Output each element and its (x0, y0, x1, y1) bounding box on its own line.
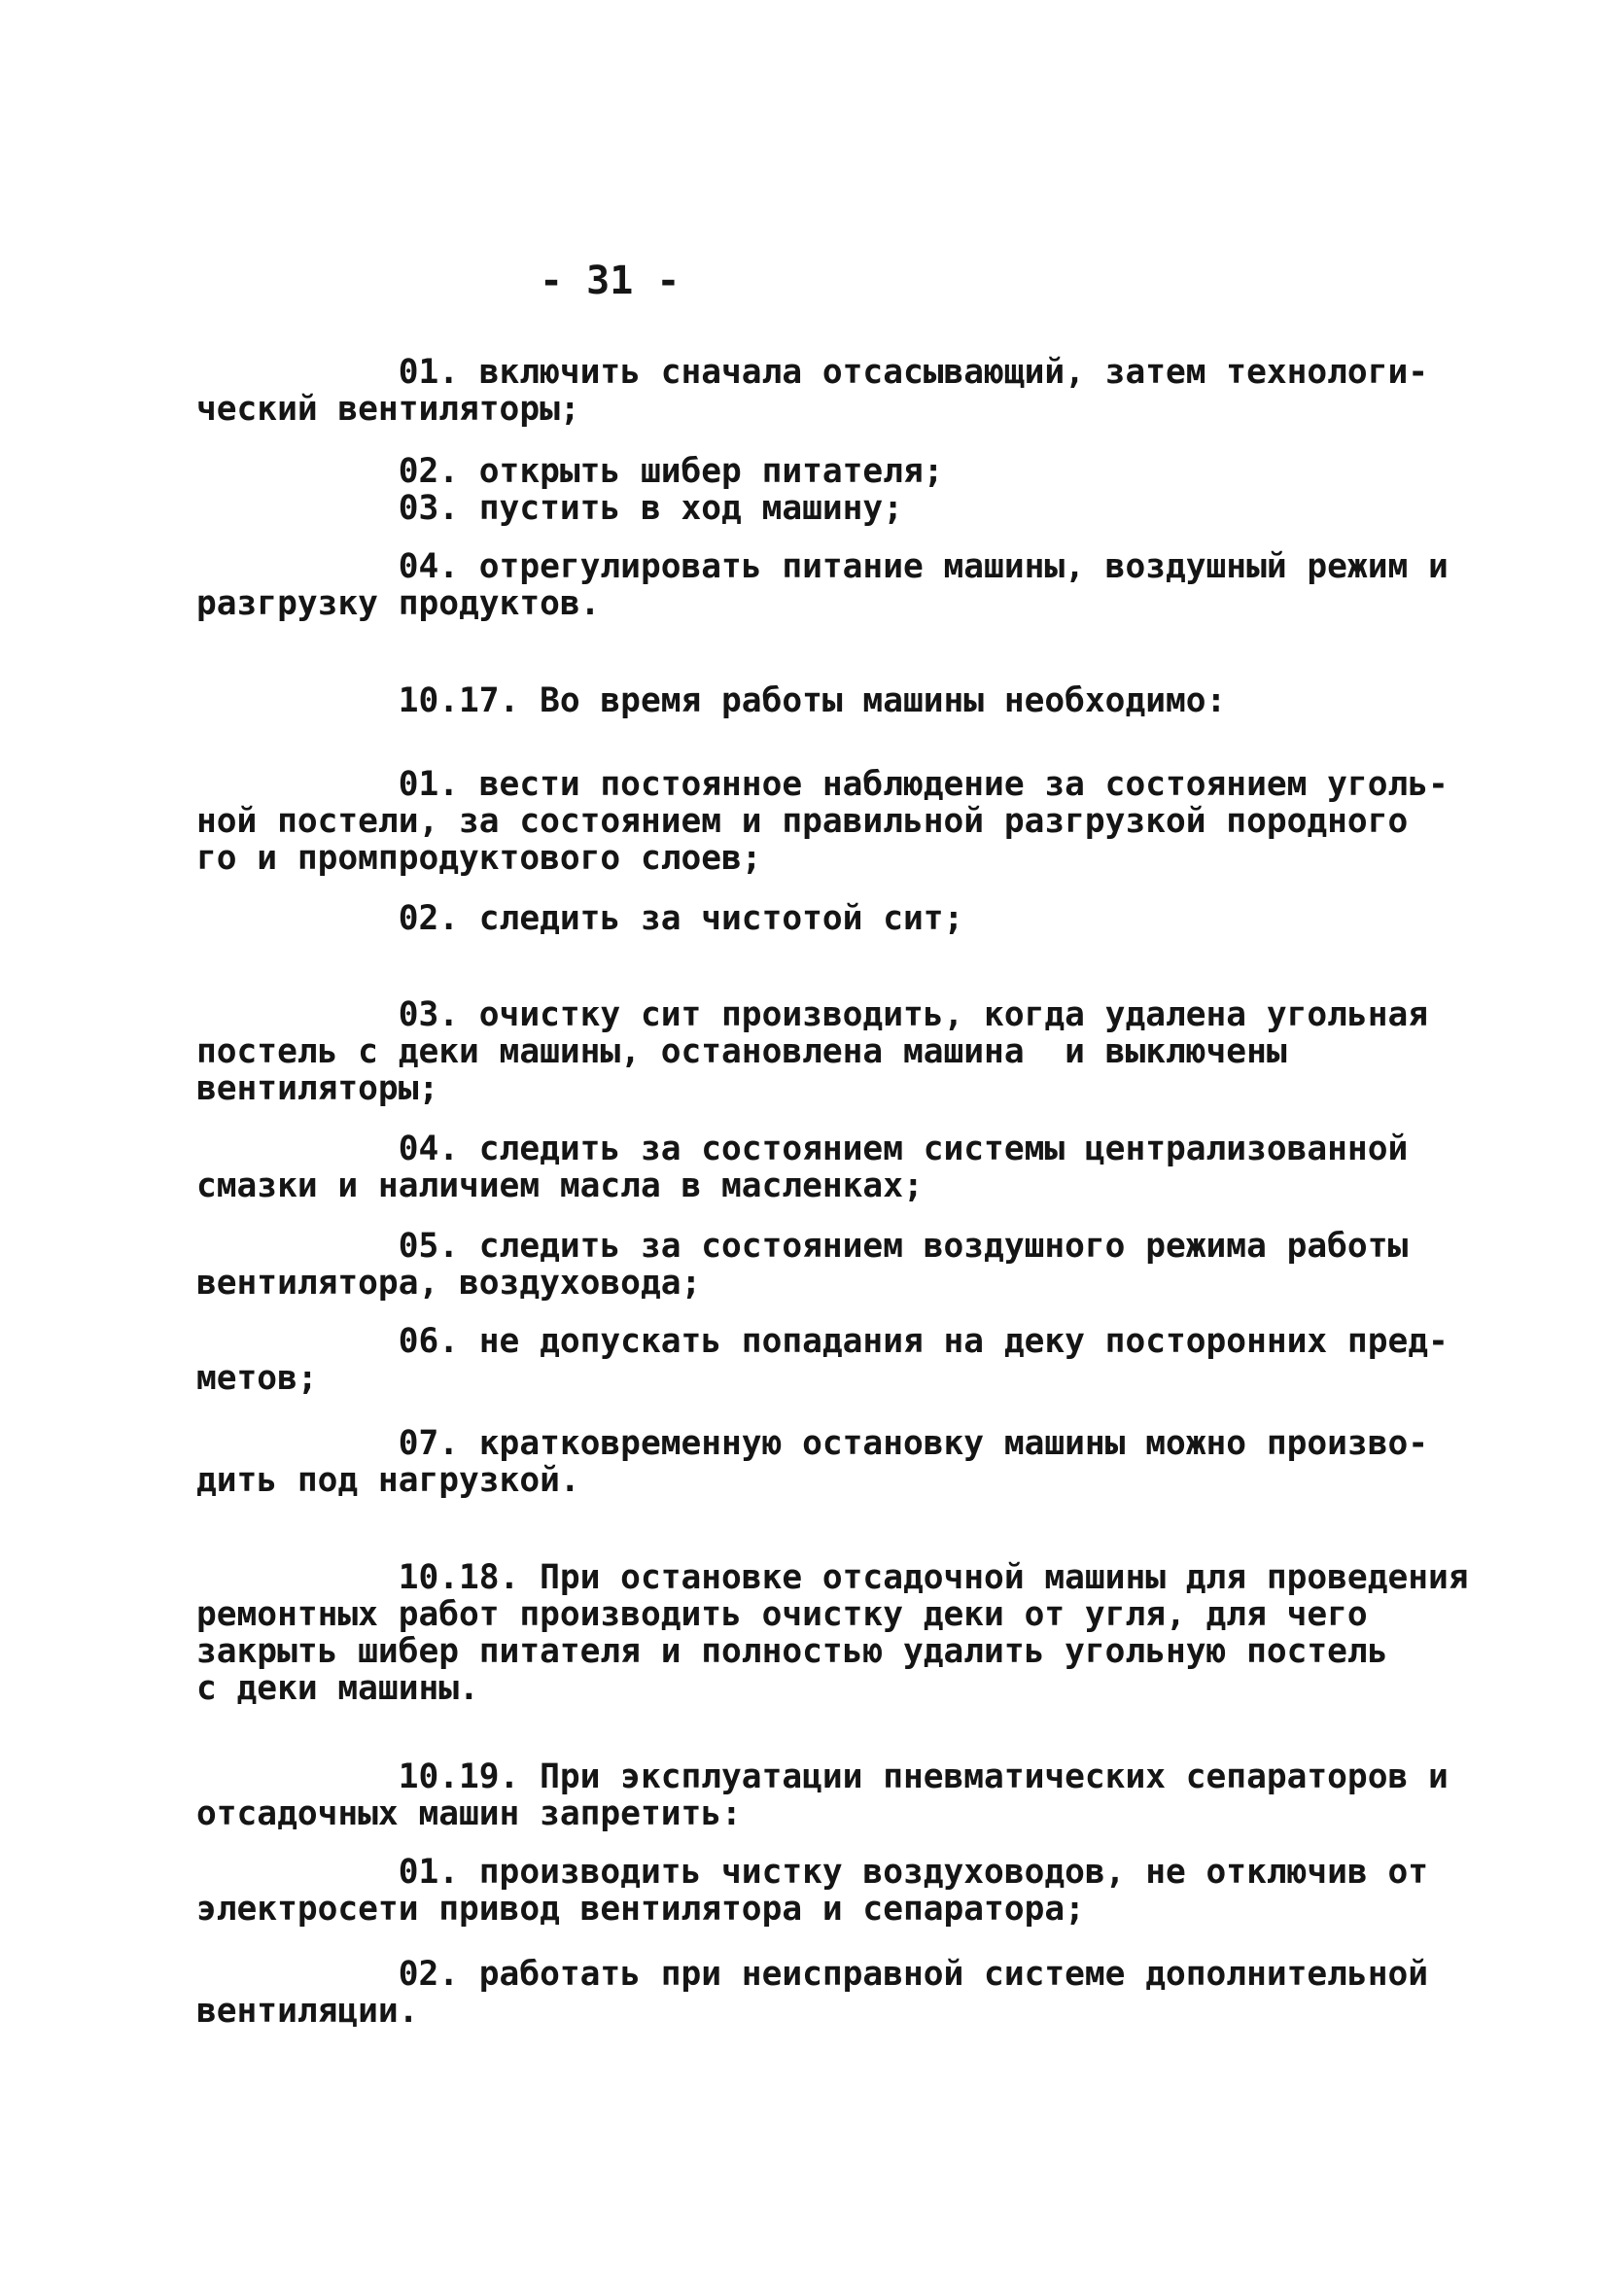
list-item-01: 01. включить сначала отсасывающий, затем технологи- ческий вентиляторы; (196, 353, 1429, 429)
section-10-17-item-07: 07. кратковременную остановку машины можно произво- дить под нагрузкой. (196, 1424, 1429, 1500)
section-10-17-item-03: 03. очистку сит производить, когда удалена угольная постель с деки машины, остановлена машина и выключены вентиляторы; (196, 995, 1429, 1108)
page-number: - 31 - (540, 259, 681, 303)
section-10-17-item-04: 04. следить за состоянием системы централизованной смазки и наличием масла в масленках; (196, 1130, 1409, 1205)
section-10-17-item-06: 06. не допускать попадания на деку посторонних пред- метов; (196, 1322, 1449, 1398)
list-item-02-03: 02. открыть шибер питателя; 03. пустить в ход машину; (398, 452, 944, 528)
section-10-17-item-01: 01. вести постоянное наблюдение за состоянием уголь- ной постели, за состоянием и правильной разгрузкой породного го и промпродуктового слоев; (196, 765, 1449, 878)
section-10-17-heading: 10.17. Во время работы машины необходимо: (196, 681, 1227, 720)
section-10-19-item-01: 01. производить чистку воздуховодов, не отключив от электросети привод вентилятора и сепаратора; (196, 1853, 1429, 1929)
section-10-19-heading: 10.19. При эксплуатации пневматических сепараторов и отсадочных машин запретить: (196, 1757, 1449, 1833)
section-10-17-item-02: 02. следить за чистотой сит; (196, 899, 964, 938)
list-item-04: 04. отрегулировать питание машины, воздушный режим и разгрузку продуктов. (196, 547, 1449, 623)
section-10-19-item-02: 02. работать при неисправной системе дополнительной вентиляции. (196, 1955, 1429, 2031)
section-10-18: 10.18. При остановке отсадочной машины для проведения ремонтных работ производить очистку деки от угля, для чего закрыть шибер питателя и полностью удалить угольную постель с деки машины. (196, 1558, 1469, 1708)
section-10-17-item-05: 05. следить за состоянием воздушного режима работы вентилятора, воздуховода; (196, 1227, 1409, 1303)
